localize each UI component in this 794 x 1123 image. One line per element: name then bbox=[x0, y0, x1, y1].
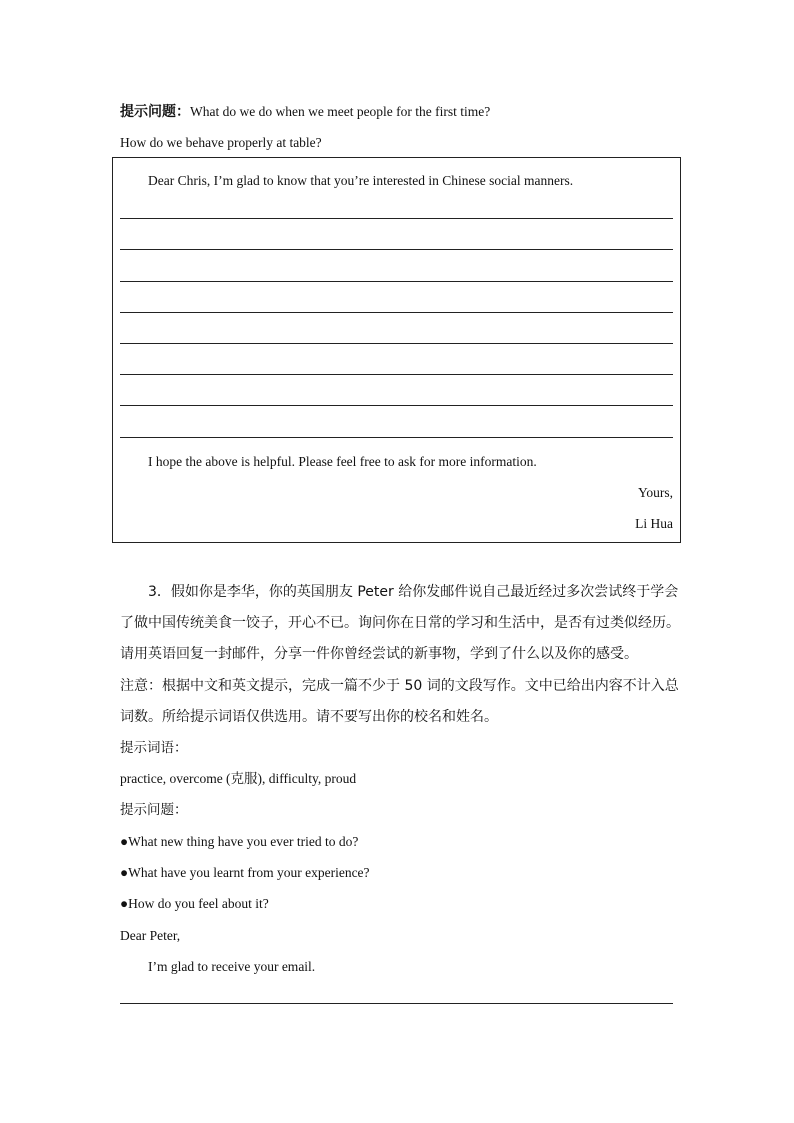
letter-signature: Li Hua bbox=[635, 516, 673, 531]
writing-line bbox=[120, 437, 673, 438]
writing-line bbox=[120, 343, 673, 344]
writing-line bbox=[120, 374, 673, 375]
letter-opening: Dear Chris, I’m glad to know that you’re interested in Chinese social manners. bbox=[148, 173, 574, 188]
email-greeting: Dear Peter, bbox=[120, 928, 181, 943]
prompt-question-2: How do we behave properly at table? bbox=[120, 135, 322, 150]
hint-words-label: 提示词语： bbox=[120, 740, 188, 756]
writing-line bbox=[120, 218, 673, 219]
prompt-line-1 bbox=[120, 103, 490, 121]
writing-line bbox=[120, 405, 673, 406]
hint-questions-label: 提示问题： bbox=[120, 802, 188, 818]
writing-line bbox=[120, 312, 673, 313]
prompt-label: 提示问题： bbox=[120, 104, 190, 120]
hint-question-2: ●What have you learnt from your experience? bbox=[120, 865, 370, 880]
task3-paragraph-line-3: 请用英语回复一封邮件，分享一件你曾经尝试的新事物，学到了什么以及你的感受。 bbox=[120, 646, 638, 662]
email-opening: I’m glad to receive your email. bbox=[148, 959, 316, 974]
task3-paragraph-line-1: 3．假如你是李华，你的英国朋友 Peter 给你发邮件说自己最近经过多次尝试终于学会 bbox=[148, 584, 679, 600]
hint-words: practice, overcome (克服), difficulty, proud bbox=[120, 771, 357, 786]
writing-line bbox=[120, 1003, 673, 1004]
task3-paragraph-line-2: 了做中国传统美食一饺子，开心不已。询问你在日常的学习和生活中，是否有过类似经历。 bbox=[120, 615, 680, 631]
writing-line bbox=[120, 249, 673, 250]
hint-question-1: ●What new thing have you ever tried to do? bbox=[120, 834, 359, 849]
task3-note-line-2: 词数。所给提示词语仅供选用。请不要写出你的校名和姓名。 bbox=[120, 709, 498, 725]
task3-note-line-1: 注意：根据中文和英文提示，完成一篇不少于 50 词的文段写作。文中已给出内容不计入总 bbox=[120, 678, 679, 694]
prompt-question-1: What do we do when we meet people for the first time? bbox=[190, 104, 491, 119]
writing-line bbox=[120, 281, 673, 282]
hint-question-3: ●How do you feel about it? bbox=[120, 896, 269, 911]
letter-closing: I hope the above is helpful. Please feel free to ask for more information. bbox=[148, 454, 537, 469]
letter-signoff: Yours, bbox=[637, 485, 673, 500]
